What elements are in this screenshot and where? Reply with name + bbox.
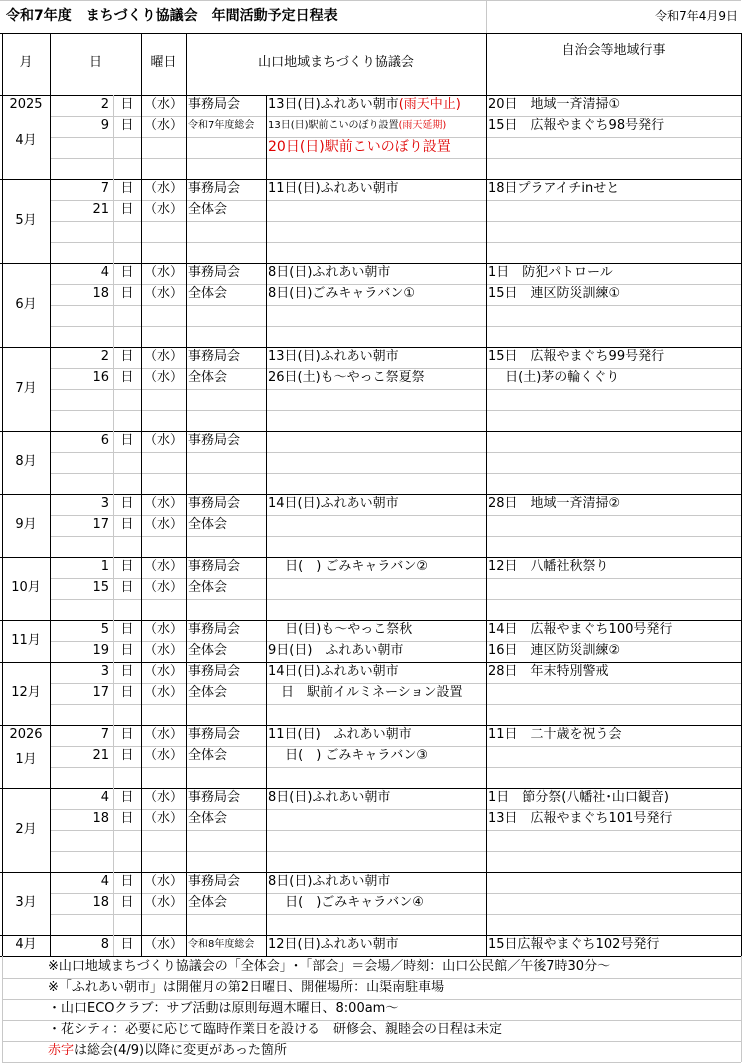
council-event xyxy=(268,494,486,514)
meeting-type: 令和7年度総会 xyxy=(188,120,255,131)
note-line xyxy=(48,1020,741,1040)
meeting-type: 事務局会 xyxy=(188,790,241,805)
local-event: 1日 節分祭(八幡社･山口観音) xyxy=(488,790,669,805)
council-event xyxy=(268,284,486,304)
day-number: 15 xyxy=(92,580,109,595)
day-number: 3 xyxy=(100,664,109,679)
table-top-border xyxy=(0,33,741,34)
meeting-type: 全体会 xyxy=(188,580,228,595)
day-number: 19 xyxy=(92,643,109,658)
month-label: 6月 xyxy=(15,296,37,312)
grid-line xyxy=(266,704,486,705)
grid-line xyxy=(266,473,486,474)
weekday: （水） xyxy=(143,496,183,511)
grid-line xyxy=(2,956,3,1062)
header-weekday: 曜日 xyxy=(150,55,177,70)
day-number: 8 xyxy=(100,937,109,952)
grid-line xyxy=(486,221,741,222)
grid-line xyxy=(486,578,741,579)
meeting-type: 事務局会 xyxy=(188,97,241,112)
grid-line xyxy=(266,914,486,915)
month-border xyxy=(0,431,741,432)
grid-line xyxy=(113,95,114,956)
grid-line xyxy=(486,452,741,453)
grid-line xyxy=(486,914,741,915)
weekday: （水） xyxy=(143,748,183,763)
weekday: （水） xyxy=(143,97,183,112)
note-text: ※「ふれあい朝市」は開催月の第2日曜日、開催場所：山渠南駐車場 xyxy=(48,980,445,995)
grid-line xyxy=(486,137,741,138)
council-event xyxy=(268,641,486,661)
day-number: 4 xyxy=(100,874,109,889)
event-text: 日( )ごみキャラバン④ xyxy=(268,895,424,910)
day-number: 7 xyxy=(100,727,109,742)
day-unit: 日 xyxy=(120,370,134,385)
weekday: （水） xyxy=(143,643,183,658)
note-line xyxy=(48,999,741,1019)
day-unit: 日 xyxy=(120,685,134,700)
grid-line xyxy=(50,452,266,453)
meeting-type: 全体会 xyxy=(188,202,228,217)
day-unit: 日 xyxy=(120,181,134,196)
grid-line xyxy=(266,599,486,600)
meeting-type: 事務局会 xyxy=(188,433,241,448)
event-text: 11日(日)ふれあい朝市 xyxy=(268,181,399,196)
month-label: 9月 xyxy=(15,517,37,532)
weekday: （水） xyxy=(143,874,183,889)
month-label: 4月 xyxy=(15,132,37,148)
grid-line xyxy=(266,851,486,852)
day-unit: 日 xyxy=(120,811,134,826)
day-number: 3 xyxy=(100,496,109,511)
day-unit: 日 xyxy=(120,97,134,112)
day-unit: 日 xyxy=(120,118,134,133)
weekday: （水） xyxy=(143,370,183,385)
local-event: 14日 広報やまぐち100号発行 xyxy=(488,622,673,637)
day-number: 2 xyxy=(100,97,109,112)
event-text: 8日(日)ふれあい朝市 xyxy=(268,790,391,805)
council-event xyxy=(268,368,486,388)
day-number: 17 xyxy=(92,517,109,532)
day-number: 2 xyxy=(100,349,109,364)
local-event: 1日 防犯パトロール xyxy=(488,265,613,280)
grid-line xyxy=(486,683,741,684)
day-number: 17 xyxy=(92,685,109,700)
grid-line xyxy=(486,326,741,327)
weekday: （水） xyxy=(143,559,183,574)
grid-line xyxy=(486,830,741,831)
meeting-type: 全体会 xyxy=(188,685,228,700)
grid-line xyxy=(486,746,741,747)
meeting-type: 事務局会 xyxy=(188,181,241,196)
local-event: 12日 八幡社秋祭り xyxy=(488,559,609,574)
note-line xyxy=(48,978,741,998)
day-unit: 日 xyxy=(120,937,134,952)
council-event xyxy=(268,263,486,283)
council-event xyxy=(268,893,486,913)
council-event xyxy=(268,620,486,640)
day-number: 18 xyxy=(92,811,109,826)
meeting-type: 全体会 xyxy=(188,286,228,301)
meeting-type: 令和8年度総会 xyxy=(188,939,255,950)
day-unit: 日 xyxy=(120,895,134,910)
council-event xyxy=(268,746,486,766)
meeting-type: 事務局会 xyxy=(188,622,241,637)
month-label: 11月 xyxy=(11,632,41,648)
grid-line xyxy=(486,389,741,390)
local-event: 日(土)茅の輪くぐり xyxy=(488,370,620,385)
grid-line xyxy=(266,221,486,222)
grid-line xyxy=(266,305,486,306)
header-council: 山口地域まちづくり協議会 xyxy=(258,55,414,70)
grid-line xyxy=(486,599,741,600)
year-label: 2025 xyxy=(9,97,43,112)
local-event: 16日 連区防災訓練② xyxy=(488,643,621,658)
weekday: （水） xyxy=(143,202,183,217)
grid-line xyxy=(486,158,741,159)
council-event xyxy=(268,662,486,682)
note-red-text: 赤字 xyxy=(48,1043,75,1058)
weekday: （水） xyxy=(143,685,183,700)
council-event xyxy=(268,95,486,115)
weekday: （水） xyxy=(143,895,183,910)
local-event: 28日 年末特別警戒 xyxy=(488,664,609,679)
council-event xyxy=(268,137,486,157)
event-text: 12日(日)ふれあい朝市 xyxy=(268,937,399,952)
grid-line xyxy=(50,599,266,600)
event-text: 14日(日)ふれあい朝市 xyxy=(268,496,399,511)
day-unit: 日 xyxy=(120,433,134,448)
grid-line xyxy=(50,851,266,852)
grid-line xyxy=(266,809,486,810)
grid-line xyxy=(50,830,266,831)
event-text: 日 駅前イルミネーション設置 xyxy=(268,685,463,700)
day-number: 1 xyxy=(100,559,109,574)
event-text: 13日(日)ふれあい朝市 xyxy=(268,349,399,364)
council-event xyxy=(268,683,486,703)
event-text: 26日(土)も～やっこ祭夏祭 xyxy=(268,370,425,385)
meeting-type: 全体会 xyxy=(188,748,228,763)
meeting-type: 事務局会 xyxy=(188,559,241,574)
day-unit: 日 xyxy=(120,517,134,532)
grid-line xyxy=(486,536,741,537)
grid-line xyxy=(486,893,741,894)
council-event xyxy=(268,557,486,577)
event-note-red: (雨天延期) xyxy=(398,120,447,131)
event-text: 8日(日)ふれあい朝市 xyxy=(268,265,391,280)
meeting-type: 事務局会 xyxy=(188,265,241,280)
day-number: 4 xyxy=(100,265,109,280)
event-text: 14日(日)ふれあい朝市 xyxy=(268,664,399,679)
grid-line xyxy=(50,326,266,327)
page-title: 令和7年度 まちづくり協議会 年間活動予定日程表 xyxy=(6,8,338,24)
grid-line xyxy=(141,33,142,956)
grid-line xyxy=(50,33,51,956)
grid-line xyxy=(486,767,741,768)
local-event: 15日広報やまぐち102号発行 xyxy=(488,937,660,952)
header-day: 日 xyxy=(88,55,102,70)
note-line xyxy=(48,957,741,977)
day-unit: 日 xyxy=(120,874,134,889)
month-label: 12月 xyxy=(11,685,41,700)
issue-date: 令和7年4月9日 xyxy=(655,9,738,23)
weekday: （水） xyxy=(143,286,183,301)
weekday: （水） xyxy=(143,580,183,595)
day-number: 6 xyxy=(100,433,109,448)
day-unit: 日 xyxy=(120,286,134,301)
weekday: （水） xyxy=(143,349,183,364)
day-unit: 日 xyxy=(120,643,134,658)
header-local: 自治会等地域行事 xyxy=(561,43,666,58)
day-unit: 日 xyxy=(120,496,134,511)
grid-line xyxy=(741,956,742,1062)
day-unit: 日 xyxy=(120,559,134,574)
weekday: （水） xyxy=(143,937,183,952)
grid-line xyxy=(266,389,486,390)
day-unit: 日 xyxy=(120,265,134,280)
meeting-type: 事務局会 xyxy=(188,349,241,364)
day-unit: 日 xyxy=(120,727,134,742)
month-label: 4月 xyxy=(15,937,37,952)
day-number: 18 xyxy=(92,286,109,301)
day-number: 21 xyxy=(92,202,109,217)
note-text: は総会(4/9)以降に変更があった箇所 xyxy=(74,1043,287,1058)
local-event: 15日 広報やまぐち98号発行 xyxy=(488,118,665,133)
grid-line xyxy=(50,410,266,411)
meeting-type: 事務局会 xyxy=(188,664,241,679)
month-label: 5月 xyxy=(15,212,37,228)
month-label: 1月 xyxy=(15,752,37,767)
note-text: ・花シティ：必要に応じて臨時作業日を設ける 研修会、親睦会の日程は未定 xyxy=(48,1022,502,1037)
grid-line xyxy=(486,473,741,474)
grid-line xyxy=(266,536,486,537)
event-text: 8日(日)ごみキャラバン① xyxy=(268,286,416,301)
grid-line xyxy=(50,536,266,537)
table-right-border xyxy=(741,33,742,956)
local-event: 20日 地域一斉清掃① xyxy=(488,97,621,112)
grid-line xyxy=(50,704,266,705)
meeting-type: 全体会 xyxy=(188,370,228,385)
grid-line xyxy=(50,473,266,474)
weekday: （水） xyxy=(143,622,183,637)
meeting-type: 全体会 xyxy=(188,643,228,658)
grid-line xyxy=(266,452,486,453)
event-note-red: 20日(日)駅前こいのぼり設置 xyxy=(268,139,451,155)
local-event: 15日 広報やまぐち99号発行 xyxy=(488,349,665,364)
grid-line xyxy=(266,326,486,327)
weekday: （水） xyxy=(143,433,183,448)
grid-line xyxy=(50,767,266,768)
table-left-border xyxy=(2,33,3,956)
grid-line xyxy=(50,242,266,243)
grid-line xyxy=(266,515,486,516)
day-unit: 日 xyxy=(120,202,134,217)
day-unit: 日 xyxy=(120,664,134,679)
grid-line xyxy=(486,704,741,705)
grid-line xyxy=(486,242,741,243)
meeting-type: 全体会 xyxy=(188,811,228,826)
council-event xyxy=(268,725,486,745)
note-line xyxy=(48,1041,741,1061)
council-event xyxy=(268,788,486,808)
grid-line xyxy=(486,305,741,306)
local-event: 11日 二十歳を祝う会 xyxy=(488,727,622,742)
weekday: （水） xyxy=(143,790,183,805)
year-label: 2026 xyxy=(9,727,43,742)
grid-line xyxy=(50,158,266,159)
grid-line xyxy=(486,410,741,411)
month-label: 3月 xyxy=(15,895,37,910)
grid-line xyxy=(50,305,266,306)
council-event xyxy=(268,179,486,199)
meeting-type: 事務局会 xyxy=(188,496,241,511)
day-number: 7 xyxy=(100,181,109,196)
grid-line xyxy=(486,33,487,956)
local-event: 18日プラアイチinせと xyxy=(488,181,620,196)
meeting-type: 事務局会 xyxy=(188,874,241,889)
header-month: 月 xyxy=(19,55,33,70)
weekday: （水） xyxy=(143,811,183,826)
council-event xyxy=(268,872,486,892)
grid-line xyxy=(50,914,266,915)
event-note-red: (雨天中止) xyxy=(398,97,461,112)
council-event xyxy=(268,935,486,955)
meeting-type: 全体会 xyxy=(188,895,228,910)
sheet-border xyxy=(0,0,741,1)
day-number: 18 xyxy=(92,895,109,910)
grid-line xyxy=(266,200,486,201)
local-event: 15日 連区防災訓練① xyxy=(488,286,621,301)
grid-line xyxy=(50,221,266,222)
month-label: 10月 xyxy=(11,580,41,595)
day-number: 9 xyxy=(100,118,109,133)
grid-line xyxy=(266,158,486,159)
grid-line xyxy=(266,767,486,768)
day-number: 16 xyxy=(92,370,109,385)
event-text: 13日(日)ふれあい朝市 xyxy=(268,97,399,112)
day-unit: 日 xyxy=(120,580,134,595)
grid-line xyxy=(486,200,741,201)
day-unit: 日 xyxy=(120,349,134,364)
meeting-type: 全体会 xyxy=(188,517,228,532)
day-number: 5 xyxy=(100,622,109,637)
month-label: 2月 xyxy=(15,821,37,837)
meeting-type: 事務局会 xyxy=(188,727,241,742)
grid-line xyxy=(50,389,266,390)
grid-line xyxy=(486,0,487,33)
event-text: 13日(日)駅前こいのぼり設置 xyxy=(268,120,399,131)
grid-line xyxy=(50,137,266,138)
day-unit: 日 xyxy=(120,622,134,637)
grid-line xyxy=(186,33,187,956)
month-label: 8月 xyxy=(15,454,37,469)
day-number: 21 xyxy=(92,748,109,763)
event-text: 日(日)も～やっこ祭秋 xyxy=(268,622,413,637)
weekday: （水） xyxy=(143,727,183,742)
weekday: （水） xyxy=(143,664,183,679)
event-text: 日( ) ごみキャラバン③ xyxy=(268,748,429,763)
grid-line xyxy=(266,242,486,243)
day-number: 4 xyxy=(100,790,109,805)
grid-line xyxy=(266,95,267,956)
weekday: （水） xyxy=(143,517,183,532)
weekday: （水） xyxy=(143,265,183,280)
note-text: ※山口地域まちづくり協議会の「全体会」･「部会」＝会場／時刻：山口公民館／午後7時30分～ xyxy=(48,959,611,974)
month-label: 7月 xyxy=(15,380,37,396)
council-event xyxy=(268,116,486,136)
council-event xyxy=(268,347,486,367)
event-text: 8日(日)ふれあい朝市 xyxy=(268,874,391,889)
grid-line xyxy=(266,830,486,831)
weekday: （水） xyxy=(143,181,183,196)
day-unit: 日 xyxy=(120,748,134,763)
note-text: ・山口ECOクラブ：サブ活動は原則毎週木曜日、8:00am～ xyxy=(48,1001,399,1016)
event-text: 11日(日) ふれあい朝市 xyxy=(268,727,412,742)
grid-line xyxy=(266,578,486,579)
day-unit: 日 xyxy=(120,790,134,805)
event-text: 9日(日) ふれあい朝市 xyxy=(268,643,404,658)
event-text: 日( ) ごみキャラバン② xyxy=(268,559,429,574)
local-event: 13日 広報やまぐち101号発行 xyxy=(488,811,673,826)
weekday: （水） xyxy=(143,118,183,133)
grid-line xyxy=(266,410,486,411)
grid-line xyxy=(486,515,741,516)
grid-line xyxy=(486,851,741,852)
local-event: 28日 地域一斉清掃② xyxy=(488,496,621,511)
